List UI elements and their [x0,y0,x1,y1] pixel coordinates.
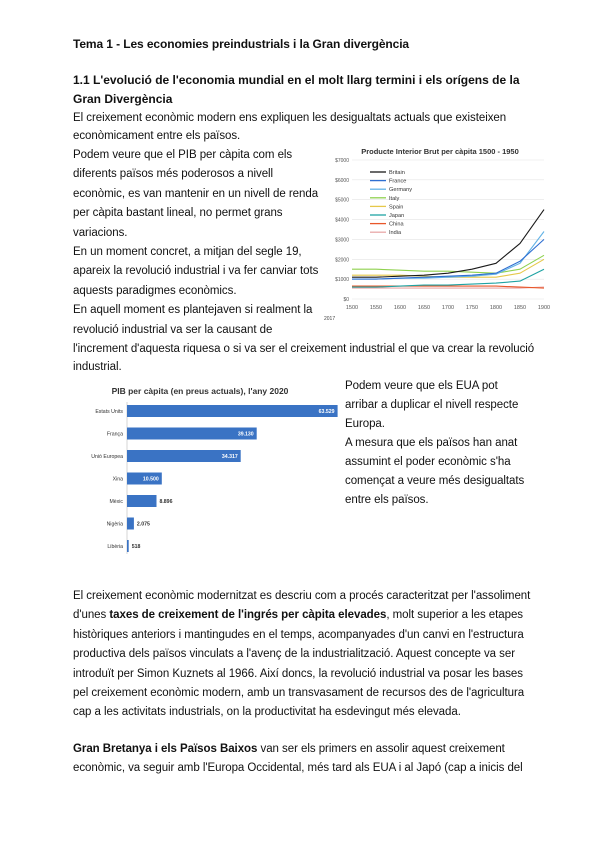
y-tick-label: $7000 [335,158,349,164]
text-line: apareix la revolució industrial i va fer canviar tots [73,265,319,278]
text-line: A mesura que els països han anat [345,437,518,449]
text-line: Europa. [345,418,385,430]
series-line [352,232,544,280]
paragraph-intro-line-2: econòmicament entre els països. [73,130,241,142]
chart-title: PIB per càpita (en preus actuals), l'any 2020 [111,386,289,396]
paragraph-line: l'increment d'aquesta riquesa o si va ser el creixement industrial el que va crear la revolució [73,343,535,355]
text-line: assumint el poder econòmic s'ha [345,456,511,468]
paragraph-modern-growth [73,587,543,723]
text-line: introduït per Simon Kuznets al 1966. Així doncs, la revolució industrial va posar les bases [73,667,523,680]
category-label: França [106,431,123,438]
bar [127,495,157,507]
y-tick-label: $6000 [335,177,349,184]
bar-value-label: 8.896 [159,499,173,505]
text-line: per càpita bastant lineal, no permet grans [73,207,283,220]
text-line: En aquell moment es plantejaven si realment la [73,304,313,317]
bold-term: Gran Bretanya i els Països Baixos [73,743,258,755]
paragraph-intro-line-1: El creixement econòmic modern ens expliquen les desigualtats actuals que existeixen [73,112,507,124]
text-line: diferents països més poderosos a nivell [73,168,274,181]
series-line [352,269,544,287]
text-line: Podem veure que els EUA pot [345,380,498,392]
gdp-bar-chart [78,382,340,558]
text-span: , molt superior a les etapes [386,609,524,622]
text-line: pel creixement econòmic modern, amb un transvasament de recursos des de l'agricultura [73,687,525,700]
document-title: Tema 1 - Les economies preindustrials i la Gran divergència [73,37,410,51]
bar-value-label: 518 [131,544,141,550]
category-label: Estats Units [95,409,123,415]
bar-value-label: 10.500 [142,476,159,483]
text-line: revolució industrial va ser la causant de [73,323,273,336]
x-tick-label: 1550 [369,305,383,311]
y-tick-label: $3000 [335,237,349,244]
y-tick-label: $4000 [335,217,349,224]
x-tick-label: 1750 [465,305,479,311]
paragraph-line: industrial. [73,361,122,373]
bar-value-label: 34.317 [221,454,238,460]
category-label: Xina [112,476,123,483]
bar-value-label: 2.075 [136,521,150,528]
text-line: El creixement econòmic modernitzat es descriu com a procés caracteritzat per l'assoliment [73,590,531,602]
text-line: variacions. [73,226,128,239]
legend-label: Italy [389,195,400,202]
legend-label: Spain [389,204,404,211]
text-line: històriques anteriors i mantingudes en el temps, acompanyades d'un canvi en l'estructura [73,628,524,641]
legend-label: India [389,230,402,237]
side-note [345,377,565,510]
category-label: Unió Europea [91,454,123,460]
text-line [73,606,543,625]
text-line: començat a veure més desigualtats [345,475,525,487]
chart-title: Producte Interior Brut per càpita 1500 - 1950 [361,147,519,156]
legend-label: Germany [389,187,413,194]
x-tick-label: 1850 [513,305,527,311]
y-tick-label: $1000 [335,277,349,284]
text-line: arribar a duplicar el nivell respecte [345,399,519,411]
text-line: aquests paradigmes econòmics. [73,284,237,297]
x-tick-label: 1500 [345,305,359,311]
text-line [73,740,543,759]
bold-term: taxes de creixement de l'ingrés per càpita elevades [109,609,387,622]
text-span: d'unes [73,609,110,622]
text-line: cap a les activitats industrials, on la productivitat ha esdevingut més elevada. [73,706,461,719]
category-label: Libèria [107,544,123,550]
x-tick-label: 1650 [417,305,431,311]
gdp-line-chart [318,142,556,324]
bar-value-label: 39.130 [237,431,254,438]
paragraph-first-countries [73,740,543,779]
category-label: Nigèria [106,521,123,528]
legend-label: Japan [389,213,405,219]
text-line: Podem veure que el PIB per càpita com els [73,149,293,161]
x-tick-label: 1900 [537,305,551,311]
text-line: En un moment concret, a mitjan del segle 19, [73,246,302,259]
chart-extra-label: 2017 [324,316,336,322]
bar [127,405,338,417]
text-line: econòmic, va seguir amb l'Europa Occidental, més tard als EUA i al Japó (cap a inicis del [73,762,523,775]
x-tick-label: 1800 [489,305,503,311]
y-tick-label: $2000 [335,257,349,264]
bar [127,518,134,530]
bar-value-label: 63.529 [318,409,335,415]
x-tick-label: 1600 [393,305,407,311]
legend-label: China [389,221,404,228]
y-tick-label: $5000 [335,197,349,204]
text-line: productiva dels països vinculats a l'avenç de la industrialització. Aquest concepte va ser [73,648,515,661]
text-line: econòmic, es van mantenir en un nivell de renda [73,187,319,200]
paragraph-gdp-flat [73,146,336,340]
bar [127,540,129,552]
x-tick-label: 1700 [441,305,455,311]
category-label: Mèxic [109,499,123,505]
text-span: van ser els primers en assolir aquest creixement [257,743,505,755]
legend-label: Britain [389,170,405,176]
text-line: entre els països. [345,494,429,506]
legend-label: France [389,178,407,185]
series-line [352,259,544,277]
y-tick-label: $0 [343,297,349,303]
section-heading: 1.1 L'evolució de l'economia mundial en el molt llarg termini i els orígens de la Gran Divergència [73,73,520,106]
